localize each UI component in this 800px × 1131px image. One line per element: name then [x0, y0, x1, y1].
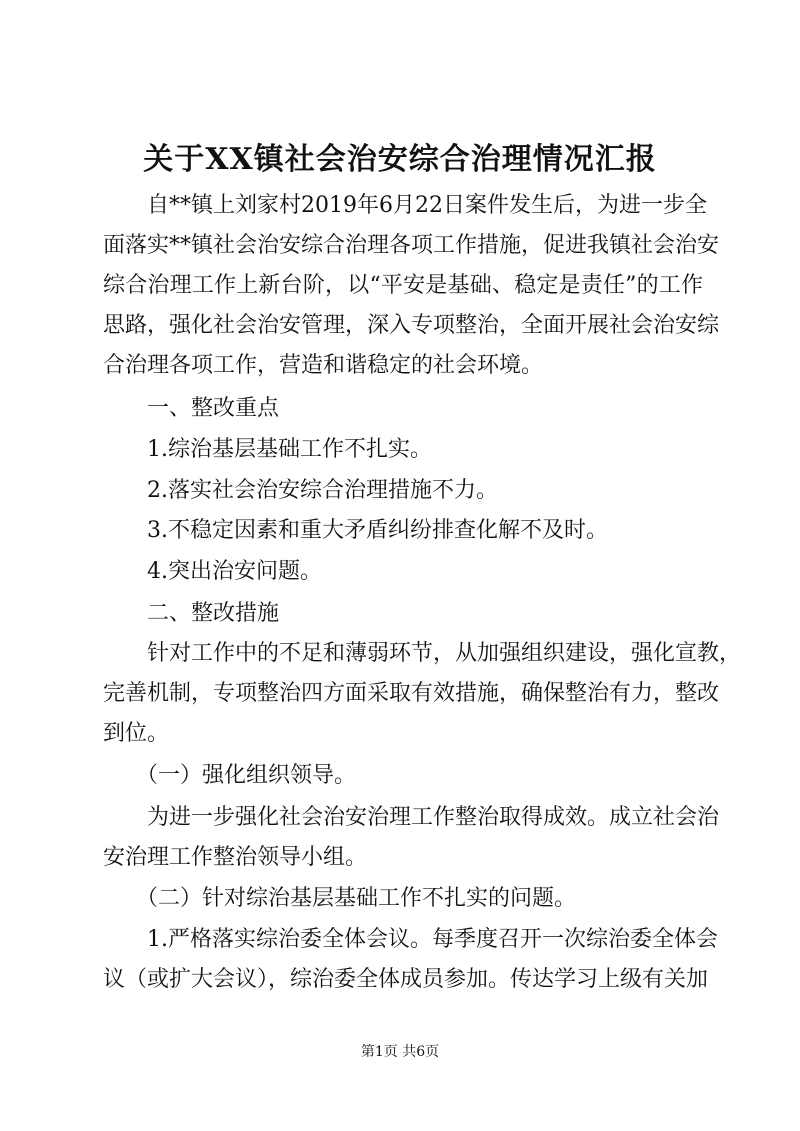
paragraph-line: 自**镇上刘家村2019年6月22日案件发生后，为进一步全 — [103, 193, 707, 218]
list-item: 1.综治基层基础工作不扎实。 — [103, 437, 432, 462]
paragraph-line: 议（或扩大会议），综治委全体成员参加。传达学习上级有关加 — [103, 967, 709, 992]
paragraph-line: 面落实**镇社会治安综合治理各项工作措施，促进我镇社会治安 — [103, 233, 720, 258]
section-heading: 二、整改措施 — [103, 601, 280, 626]
paragraph-line: 到位。 — [103, 721, 170, 746]
paragraph-line: 为进一步强化社会治安治理工作整治取得成效。成立社会治 — [103, 805, 720, 830]
list-item: 2.落实社会治安综合治理措施不力。 — [103, 478, 498, 503]
list-item: 3.不稳定因素和重大矛盾纠纷排查化解不及时。 — [103, 518, 608, 543]
subsection-heading: （一）强化组织领导。 — [103, 763, 357, 788]
section-heading: 一、整改重点 — [103, 396, 280, 421]
list-item: 4.突出治安问题。 — [103, 559, 322, 584]
paragraph-line: 合治理各项工作，营造和谐稳定的社会环境。 — [103, 353, 544, 378]
subsection-heading: （二）针对综治基层基础工作不扎实的问题。 — [103, 886, 577, 911]
paragraph-line: 综合治理工作上新台阶，以“平安是基础、稳定是责任”的工作 — [103, 273, 703, 298]
paragraph-line: 1.严格落实综治委全体会议。每季度召开一次综治委全体会 — [103, 927, 718, 952]
paragraph-line: 完善机制，专项整治四方面采取有效措施，确保整治有力，整改 — [103, 681, 720, 706]
document-title: 关于XX镇社会治安综合治理情况汇报 — [143, 142, 657, 177]
paragraph-line: 思路，强化社会治安管理，深入专项整治，全面开展社会治安综 — [103, 313, 720, 338]
paragraph-line: 针对工作中的不足和薄弱环节，从加强组织建设，强化宣教， — [103, 641, 742, 666]
page-footer: 第1页 共6页 — [360, 1044, 440, 1060]
paragraph-line: 安治理工作整治领导小组。 — [103, 845, 368, 870]
